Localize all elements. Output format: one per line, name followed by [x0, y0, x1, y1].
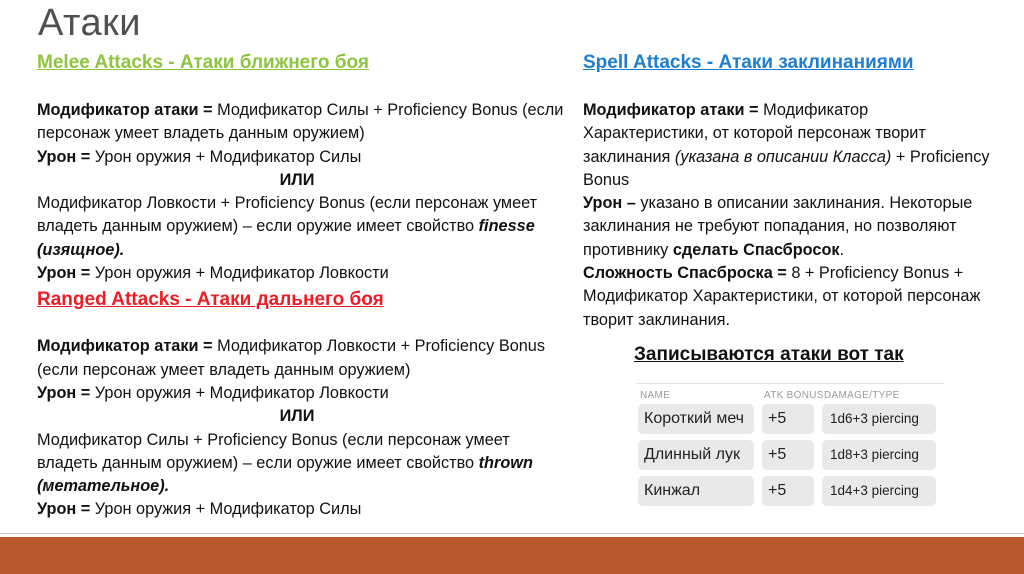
- ranged-or: ИЛИ: [279, 407, 315, 426]
- ranged-dmg-text: Урон оружия + Модификатор Ловкости: [90, 383, 389, 402]
- attack-name-cell: Кинжал: [638, 476, 754, 506]
- spell-dmg-label: Урон –: [583, 194, 636, 213]
- ranged-alt-line: [37, 429, 567, 499]
- header-atk-bonus: ATK BONUS: [764, 390, 824, 401]
- melee-alt-prop: finesse (изящное).: [37, 217, 535, 259]
- example-heading: Записываются атаки вот так: [634, 344, 904, 365]
- attacks-table: [636, 383, 944, 513]
- melee-alt-text: Модификатор Ловкости + Proficiency Bonus (если персонаж умеет владеть данным оружием) – если оружие имеет свойство: [37, 194, 538, 236]
- spell-mod-label: Модификатор атаки =: [583, 101, 759, 119]
- left-column: [37, 50, 567, 522]
- ranged-damage2-line: [37, 498, 567, 521]
- table-divider: [636, 383, 944, 384]
- footer-divider: [0, 533, 1024, 534]
- melee-dmg-text: Урон оружия + Модификатор Силы: [90, 147, 362, 166]
- spell-save-bold: сделать Спасбросок: [672, 240, 840, 259]
- melee-mod-label: Модификатор атаки =: [37, 101, 213, 119]
- spell-mod-italic: (указана в описании Класса): [674, 147, 892, 166]
- melee-damage2-line: [37, 262, 567, 285]
- header-damage-type: DAMAGE/TYPE: [824, 390, 900, 401]
- ranged-damage-line: [37, 382, 567, 405]
- attack-damage-cell: 1d6+3 piercing: [822, 404, 936, 434]
- attack-bonus-cell: +5: [762, 440, 814, 470]
- attack-name-cell: Короткий меч: [638, 404, 754, 434]
- spell-save-tail: .: [839, 240, 845, 259]
- header-name: NAME: [640, 390, 671, 401]
- attack-bonus-cell: +5: [762, 404, 814, 434]
- melee-dmg2-label: Урон =: [37, 264, 91, 283]
- attack-damage-cell: 1d8+3 piercing: [822, 440, 936, 470]
- ranged-dmg-label: Урон =: [37, 383, 91, 402]
- melee-or: ИЛИ: [279, 170, 315, 189]
- ranged-alt-prop: thrown (метательное).: [37, 453, 533, 496]
- attack-name-cell: Длинный лук: [638, 440, 754, 470]
- ranged-heading: Ranged Attacks - Атаки дальнего боя: [37, 289, 384, 311]
- melee-alt-line: [37, 192, 567, 262]
- ranged-modifier-line: [37, 335, 567, 382]
- spell-mod-text: Модификатор Характеристики, от которой персонаж творит заклинания: [583, 101, 926, 166]
- spell-modifier-line: [583, 99, 993, 192]
- ranged-dmg2-label: Урон =: [37, 500, 91, 519]
- melee-modifier-line: [37, 99, 567, 146]
- melee-dmg-label: Урон =: [37, 147, 91, 166]
- melee-mod-text: Модификатор Силы + Proficiency Bonus (если персонаж умеет владеть данным оружием): [37, 101, 564, 143]
- spell-dc-line: [583, 262, 993, 332]
- attack-damage-cell: 1d4+3 piercing: [822, 476, 936, 506]
- spell-dc-label: Сложность Спасброска =: [583, 264, 787, 283]
- attack-bonus-cell: +5: [762, 476, 814, 506]
- melee-dmg2-text: Урон оружия + Модификатор Ловкости: [90, 264, 389, 283]
- footer-bar: [0, 537, 1024, 574]
- ranged-mod-text: Модификатор Ловкости + Proficiency Bonus (если персонаж умеет владеть данным оружием): [37, 337, 545, 379]
- ranged-mod-label: Модификатор атаки =: [37, 337, 213, 356]
- right-column: [583, 50, 993, 332]
- ranged-dmg2-text: Урон оружия + Модификатор Силы: [90, 500, 362, 519]
- ranged-alt-text: Модификатор Силы + Proficiency Bonus (если персонаж умеет владеть данным оружием) – если оружие имеет свойство: [37, 430, 510, 472]
- spell-mod-tail: + Proficiency Bonus: [583, 147, 990, 189]
- spell-heading: Spell Attacks - Атаки заклинаниями: [583, 52, 914, 73]
- page-title: Атаки: [38, 2, 141, 44]
- melee-heading: Melee Attacks - Атаки ближнего боя: [37, 52, 369, 73]
- spell-damage-line: [583, 192, 993, 262]
- melee-damage-line: [37, 146, 567, 169]
- spell-dc-text: 8 + Proficiency Bonus + Модификатор Характеристики, от которой персонаж творит заклинания.: [583, 264, 981, 329]
- spell-dmg-text: указано в описании заклинания. Некоторые заклинания не требуют попадания, но позволяют противнику: [583, 194, 973, 259]
